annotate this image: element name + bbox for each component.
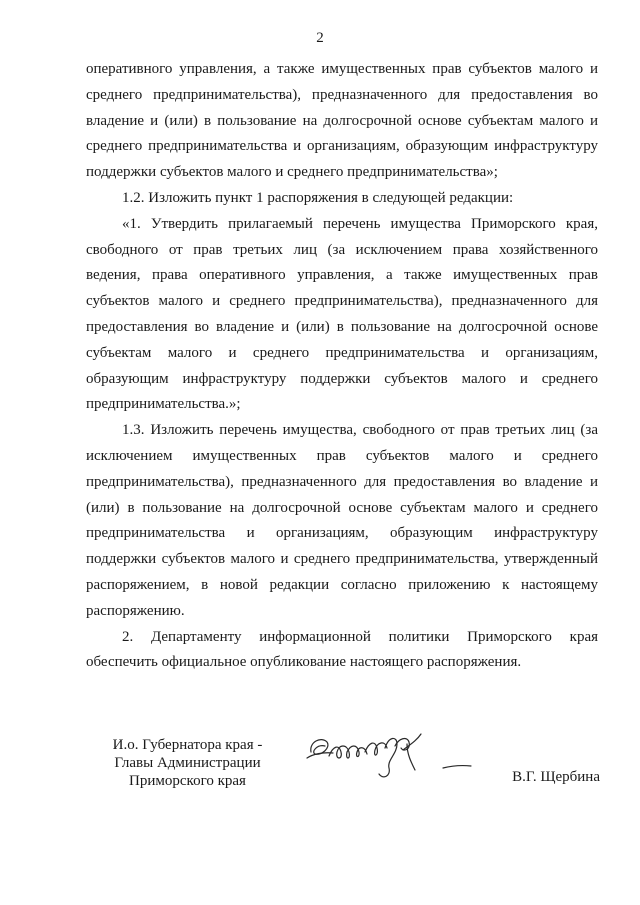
document-body	[86, 57, 598, 676]
paragraph-item-2: 2. Департаменту информационной политики Приморского края обеспечить официальное опубликование настоящего распоряжения.	[86, 628, 598, 671]
paragraph-item-1-2: 1.2. Изложить пункт 1 распоряжения в следующей редакции:	[122, 189, 514, 206]
paragraph-item-1-3: 1.3. Изложить перечень имущества, свободного от прав третьих лиц (за исключением имущественных прав субъектов малого и среднего предпринимательства), предназначенного для предоставления во владение и (или) в пользование на долгосрочной основе субъектам малого и среднего предпринимательства и организациям, образующим инфраструктуру поддержки субъектов малого и среднего предпринимательства, утвержденный распоряжением, в новой редакции согласно приложению к настоящему распоряжению.	[86, 422, 598, 619]
signatory-position-line: И.о. Губернатора края -	[112, 737, 263, 753]
handwritten-signature	[303, 722, 483, 792]
signatory-position-line: Приморского края	[129, 773, 246, 789]
signatory-position-line: Главы Администрации	[114, 755, 261, 771]
page-number: 2	[316, 30, 324, 46]
signatory-position	[100, 736, 275, 790]
paragraph-quoted-item-1: «1. Утвердить прилагаемый перечень имущества Приморского края, свободного от прав третьих лиц (за исключением права хозяйственного ведения, права оперативного управления, а также имущественных прав субъектов малого и среднего предпринимательства), предназначенного для предоставления во владение и (или) в пользование на долгосрочной основе субъектам малого и среднего предпринимательства и организациям, образующим инфраструктуру поддержки субъектов малого и среднего предпринимательства.»;	[86, 215, 598, 413]
paragraph-continuation: оперативного управления, а также имущественных прав субъектов малого и среднего предпринимательства), предназначенного для предоставления во владение и (или) в пользование на долгосрочной основе субъектам малого и среднего предпринимательства и организациям, образующим инфраструктуру поддержки субъектов малого и среднего предпринимательства»;	[86, 61, 598, 181]
signatory-name: В.Г. Щербина	[512, 769, 600, 785]
